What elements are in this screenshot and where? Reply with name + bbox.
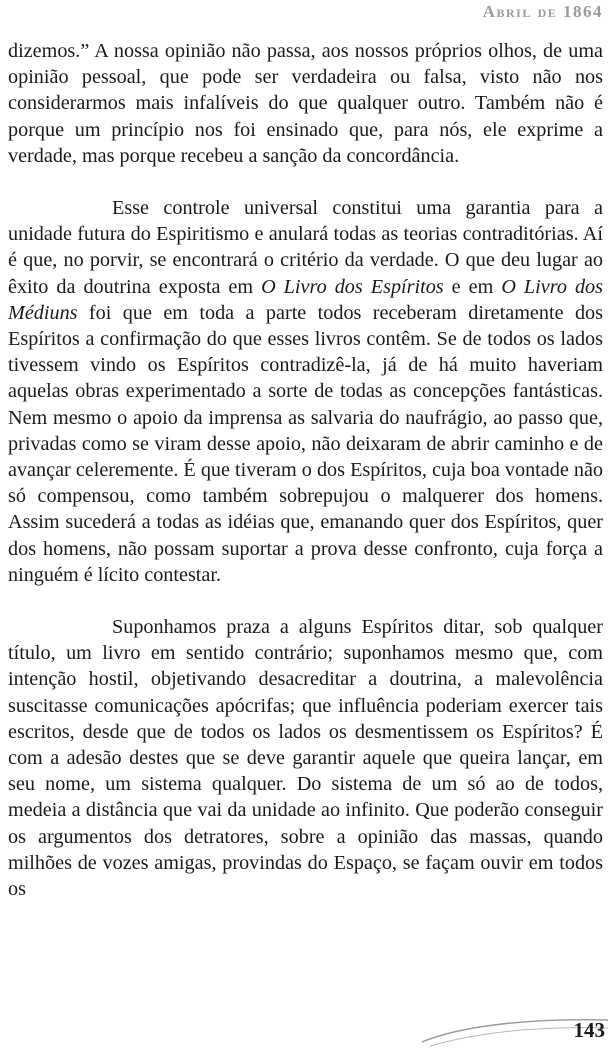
paragraph-1: dizemos.” A nossa opinião não passa, aos nossos próprios olhos, de uma opinião pessoal, que pode ser verdadeira ou falsa, visto não nos considerarmos mais infalíveis do que qualquer outro. Também não é porque um princípio nos foi ensinado que, para nós, ele exprime a verdade, mas porque recebeu a sanção da concordância. xyxy=(8,40,603,167)
running-header: Abril de 1864 xyxy=(482,2,603,21)
paragraph-3: Suponhamos praza a alguns Espíritos ditar, sob qualquer título, um livro em sentido contrário; suponhamos mesmo que, com intenção hostil, objetivando desacreditar a doutrina, a malevolência suscitasse comunicações apócrifas; que influência poderiam exercer tais escritos, desde que de todos os lados os desmentissem os Espíritos? É com a adesão destes que se deve garantir aquele que queira lançar, em seu nome, um sistema qualquer. Do sistema de um só ao de todos, medeia a distância que vai da unidade ao infinito. Que poderão conseguir os argumentos dos detratores, sobre a opinião das massas, quando milhões de vozes amigas, provindas do Espaço, se façam ouvir em todos os xyxy=(8,616,603,901)
paragraph-2-part-3: foi que em toda a parte todos receberam diretamente dos Espíritos a confirmação do que esses livros contêm. Se de todos os lados tivessem vindo os Espíritos contradizê-la, já de há muito haveriam aquelas obras experimentado a sorte de todas as concepções fantásticas. Nem mesmo o apoio da imprensa as salvaria do naufrágio, ao passo que, privadas como se viram desse apoio, não deixaram de abrir caminho e de avançar celeremente. É que tiveram o dos Espíritos, cuja boa vontade não só compensou, como também sobrepujou o malquerer dos homens. Assim sucederá a todas as idéias que, emanando quer dos Espíritos, quer dos homens, não possam suportar a prova desse confronto, cuja força a ninguém é lícito contestar. xyxy=(8,301,603,586)
book-title-livro-dos-mediuns: O Livro dos Médiuns xyxy=(8,275,603,324)
page-number: 143 xyxy=(573,1018,605,1042)
paragraph-2-part-2: e em xyxy=(443,275,502,298)
paragraph-2-part-1: Esse controle universal constitui uma garantia para a unidade futura do Espiritismo e anulará todas as teorias contraditórias. Aí é que, no porvir, se encontrará o critério da verdade. O que deu lugar ao êxito da doutrina exposta em xyxy=(8,197,603,298)
paragraph-2 xyxy=(8,195,603,588)
body-text xyxy=(8,38,603,902)
book-title-livro-dos-espiritos: O Livro dos Espíritos xyxy=(261,275,444,298)
